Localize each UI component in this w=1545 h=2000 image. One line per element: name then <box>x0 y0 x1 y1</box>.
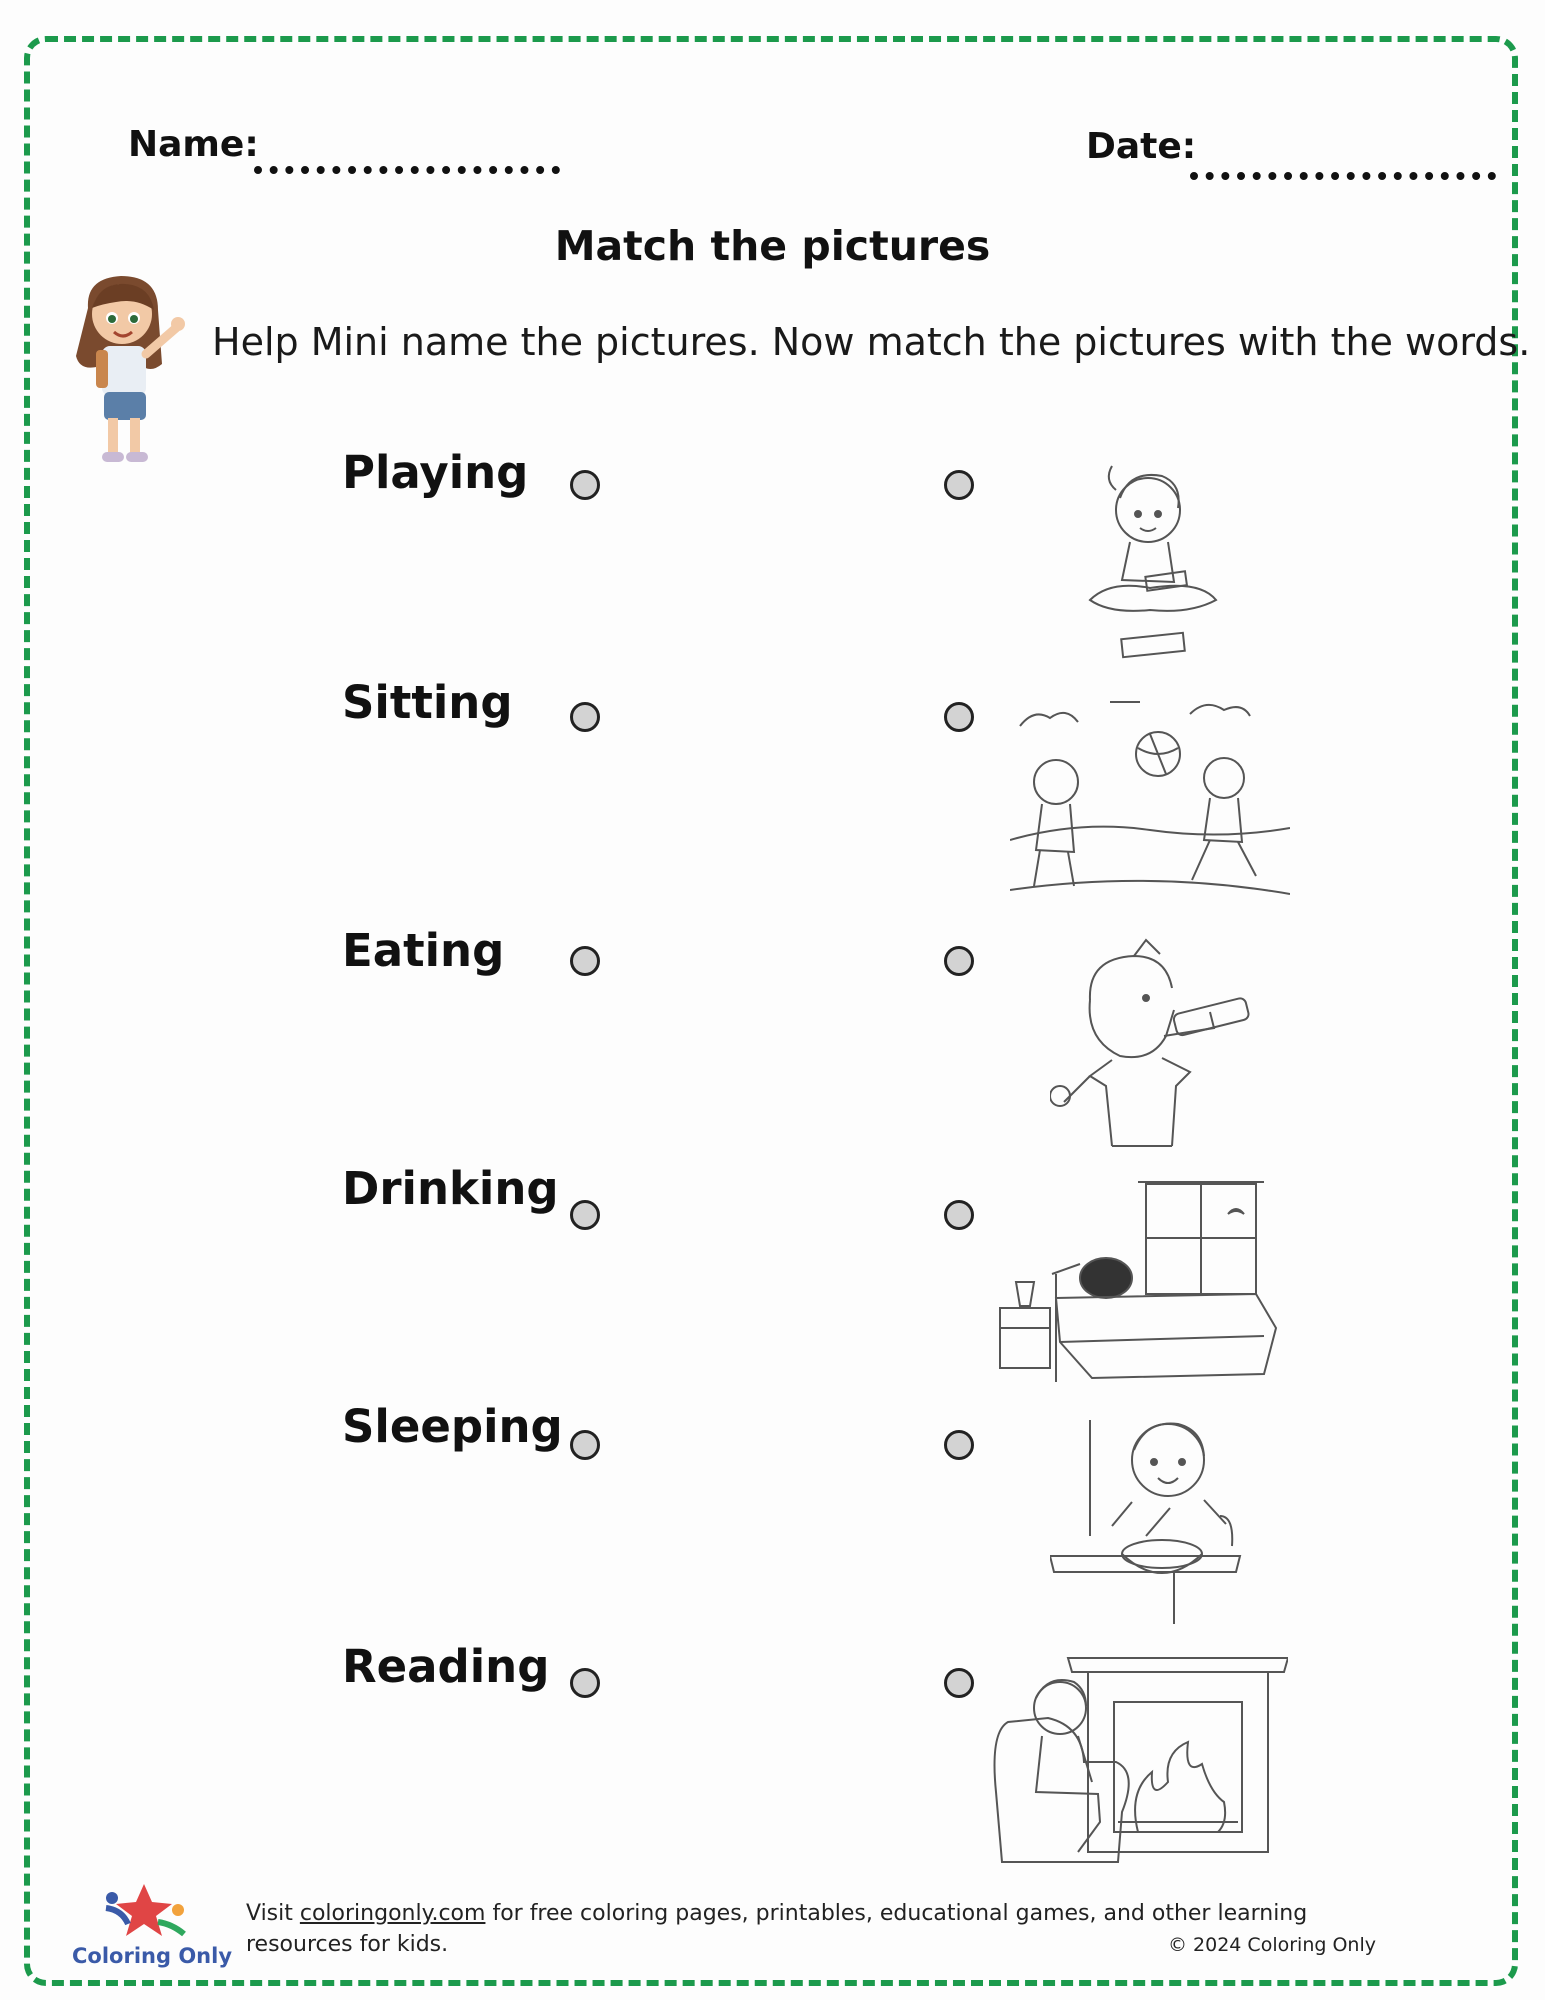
word-eating: Eating <box>342 924 505 977</box>
picture-drinking-boy <box>1050 936 1280 1156</box>
coloring-only-logo-text: Coloring Only <box>72 1944 233 1968</box>
footer-visit-prefix: Visit <box>246 1901 300 1926</box>
match-dot-right[interactable] <box>944 1668 974 1698</box>
picture-sleeping-child <box>996 1178 1286 1388</box>
picture-playing-ball-kids <box>1010 690 1290 912</box>
match-dot-right[interactable] <box>944 946 974 976</box>
match-dot-left[interactable] <box>570 702 600 732</box>
mini-girl-mascot <box>66 268 192 472</box>
coloring-only-logo-icon <box>98 1880 192 1942</box>
instructions: Help Mini name the pictures. Now match the pictures with the words. <box>212 320 1531 364</box>
match-dot-left[interactable] <box>570 1430 600 1460</box>
date-field[interactable] <box>1190 172 1496 180</box>
name-label: Name: <box>128 124 259 165</box>
match-dot-right[interactable] <box>944 1200 974 1230</box>
page-title: Match the pictures <box>554 222 991 270</box>
picture-reading-child <box>1070 450 1230 670</box>
footer-visit-suffix: for free coloring pages, printables, educational games, and other learning resources for kids. <box>246 1901 1308 1957</box>
coloringonly-link[interactable]: coloringonly.com <box>299 1901 486 1926</box>
date-label: Date: <box>1086 126 1197 167</box>
match-dot-left[interactable] <box>570 470 600 500</box>
word-drinking: Drinking <box>342 1162 559 1215</box>
name-field[interactable] <box>254 166 560 174</box>
match-dot-left[interactable] <box>570 1200 600 1230</box>
word-reading: Reading <box>342 1640 550 1693</box>
match-dot-right[interactable] <box>944 1430 974 1460</box>
match-dot-right[interactable] <box>944 702 974 732</box>
match-dot-right[interactable] <box>944 470 974 500</box>
word-playing: Playing <box>342 446 529 499</box>
word-sleeping: Sleeping <box>342 1400 563 1453</box>
match-dot-left[interactable] <box>570 946 600 976</box>
word-sitting: Sitting <box>342 676 513 729</box>
picture-sitting-boy-fireplace <box>988 1652 1288 1876</box>
copyright-text: © 2024 Coloring Only <box>1168 1934 1376 1956</box>
match-dot-left[interactable] <box>570 1668 600 1698</box>
picture-eating-boy <box>1050 1416 1250 1624</box>
